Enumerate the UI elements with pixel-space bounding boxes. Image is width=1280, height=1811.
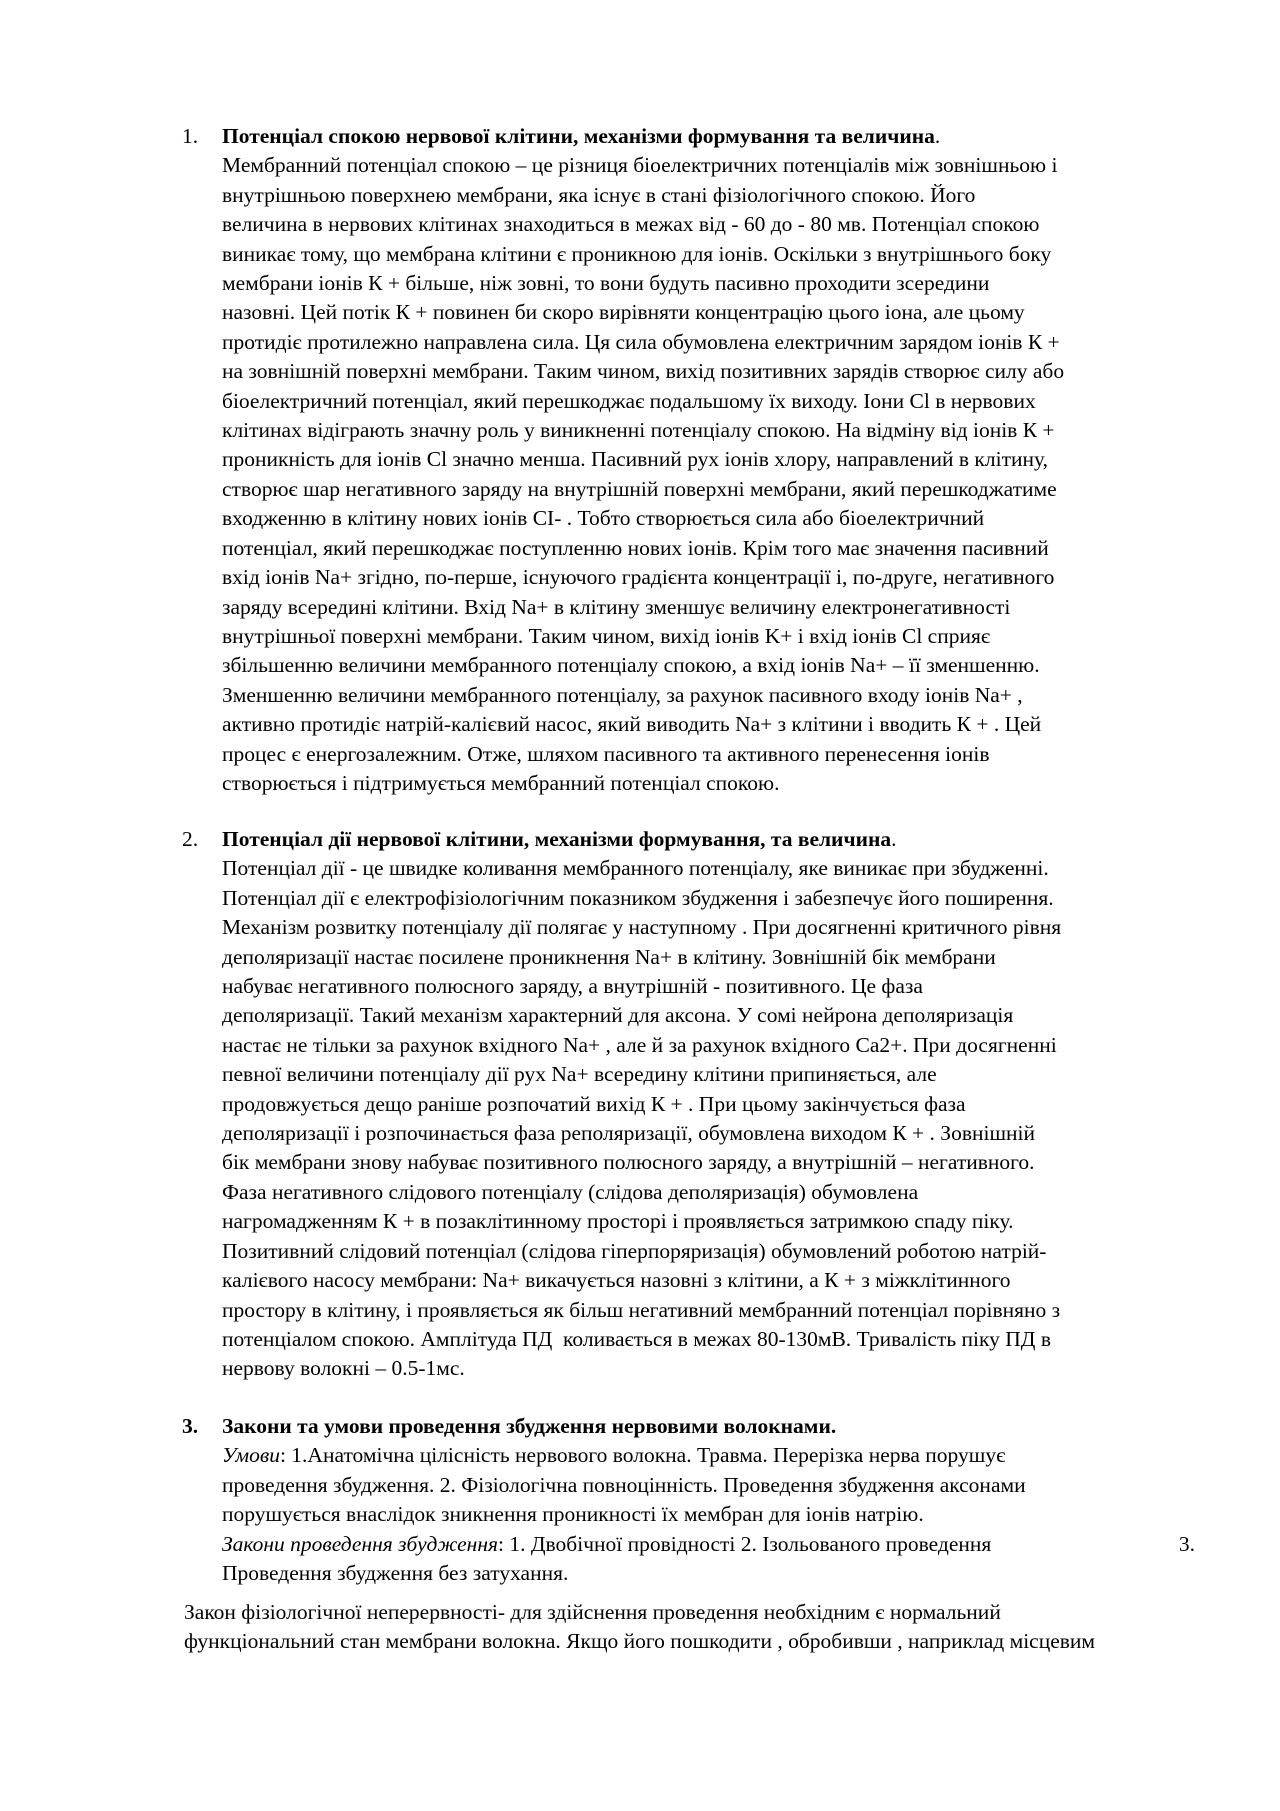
body-line: протидіє протилежно направлена сила. Ця сила обумовлена електричним зарядом іонів К + — [222, 329, 1060, 354]
body-line: деполяризації. Такий механізм характерний для аксона. У сомі нейрона деполяризація — [222, 1003, 1014, 1028]
laws-text: : 1. Двобічної провідності 2. Ізольованого проведення — [498, 1531, 992, 1556]
section-1-body — [222, 151, 1195, 798]
body-line: потенціал, який перешкоджає поступленню нових іонів. Крім того має значення пасивний — [222, 535, 1049, 560]
body-line: Зменшенню величини мембранного потенціалу, за рахунок пасивного входу іонів Na+ , — [222, 682, 1023, 707]
body-line: клітинах відіграють значну роль у виникненні потенціалу спокою. На відміну від іонів К + — [222, 418, 1055, 443]
body-line: бік мембрани знову набуває позитивного полюсного заряду, а внутрішній – негативного. — [222, 1150, 1035, 1175]
body-line: активно протидіє натрій-калієвий насос, який виводить Na+ з клітини і вводить К + . Цей — [222, 712, 1042, 737]
section-3 — [182, 1412, 1195, 1588]
body-line: біоелектричний потенціал, який перешкоджає подальшому їх виходу. Іони Cl в нервових — [222, 388, 1036, 413]
body-line: Потенціал дії - це швидке коливання мембранного потенціалу, яке виникає при збудженні. — [222, 856, 1049, 881]
body-line: створює шар негативного заряду на внутрішній поверхні мембрани, який перешкоджатиме — [222, 476, 1057, 501]
laws-number-3: 3. — [1178, 1531, 1195, 1556]
body-line: Механізм розвитку потенціалу дії полягає у наступному . При досягненні критичного рівня — [222, 915, 1062, 940]
body-line: деполяризації і розпочинається фаза реполяризації, обумовлена виходом К + . Зовнішній — [222, 1121, 1035, 1146]
body-line: Мембранний потенціал спокою – це різниця біоелектричних потенціалів між зовнішньою і — [222, 153, 1058, 178]
conditions-label: Умови — [222, 1443, 280, 1468]
section-3-title: Закони та умови проведення збудження нервовими волокнами. — [222, 1414, 837, 1438]
body-line: входженню в клітину нових іонів СІ- . Тобто створюється сила або біоелектричний — [222, 506, 985, 531]
body-line: Потенціал дії є електрофізіологічним показником збудження і забезпечує його поширення. — [222, 885, 1054, 910]
body-line: внутрішньої поверхні мембрани. Таким чином, вихід іонів K+ і вхід іонів Cl сприяє — [222, 623, 991, 648]
section-2-heading — [222, 825, 1195, 854]
body-line: вхід іонів Na+ згідно, по-перше, існуючого градієнта концентрації і, по-друге, негативного — [222, 565, 1055, 590]
tail-paragraph — [184, 1598, 1196, 1657]
tail-line-2: функціональний стан мембрани волокна. Якщо його пошкодити , обробивши , наприклад місцевим — [184, 1629, 1096, 1654]
body-line: продовжується дещо раніше розпочатий вихід К + . При цьому закінчується фаза — [222, 1091, 966, 1116]
tail-line-1: Закон фізіологічної неперервності- для здійснення проведення необхідним є нормальний — [184, 1600, 1001, 1624]
body-line: на зовнішній поверхні мембрани. Таким чином, вихід позитивних зарядів створює силу або — [222, 359, 1065, 384]
body-line: Фаза негативного слідового потенціалу (слідова деполяризація) обумовлена — [222, 1179, 919, 1204]
section-2-title: Потенціал дії нервової клітини, механізми формування, та величина — [222, 827, 892, 851]
section-3-number: 3. — [182, 1414, 199, 1438]
section-2-title-end: . — [891, 827, 897, 851]
body-line: величина в нервових клітинах знаходиться в межах від - 60 до - 80 мв. Потенціал спокою — [222, 212, 1040, 237]
body-line: нервову волокні – 0.5-1мс. — [222, 1356, 465, 1381]
body-line: набуває негативного полюсного заряду, а внутрішній - позитивного. Це фаза — [222, 974, 923, 999]
body-line: калієвого насосу мембрани: Na+ викачується назовні з клітини, а К + з міжклітинного — [222, 1268, 1011, 1293]
body-line: виникає тому, що мембрана клітини є проникною для іонів. Оскільки з внутрішнього боку — [222, 241, 1052, 266]
conditions-line-1: : 1.Анатомічна цілісність нервового волокна. Травма. Перерізка нерва порушує — [279, 1443, 1006, 1468]
body-line: Позитивний слідовий потенціал (слідова гіперпоряризація) обумовлений роботою натрій- — [222, 1238, 1047, 1263]
body-line: процес є енергозалежним. Отже, шляхом пасивного та активного перенесення іонів — [222, 741, 990, 766]
section-1-title: Потенціал спокою нервової клітини, механізми формування та величина — [222, 124, 935, 148]
body-line: збільшенню величини мембранного потенціалу спокою, а вхід іонів Na+ – її зменшенню. — [222, 653, 1040, 678]
section-1 — [182, 122, 1195, 798]
laws-line-2: Проведення збудження без затухання. — [222, 1561, 569, 1586]
body-line: створюється і підтримується мембранний потенціал спокою. — [222, 770, 780, 795]
section-1-title-end: . — [934, 124, 941, 148]
body-line: внутрішньою поверхнею мембрани, яка існує в стані фізіологічного спокою. Його — [222, 182, 976, 207]
section-2-number: 2. — [182, 827, 199, 851]
section-1-heading — [222, 122, 1195, 151]
body-line: мембрани іонів К + більше, ніж зовні, то вони будуть пасивно проходити зсередини — [222, 271, 990, 296]
conditions-line-3: порушується внаслідок зникнення проникності їх мембран для іонів натрію. — [222, 1502, 924, 1527]
body-line: проникність для іонів Cl значно менша. Пасивний рух іонів хлору, направлений в клітину, — [222, 447, 1048, 472]
section-2-body — [222, 854, 1195, 1383]
body-line: деполяризації настає посилене проникнення Na+ в клітину. Зовнішній бік мембрани — [222, 944, 996, 969]
body-line: заряду всередині клітини. Вхід Na+ в клітину зменшує величину електронегативності — [222, 594, 1011, 619]
body-line: нагромадженням К + в позаклітинному просторі і проявляється затримкою спаду піку. — [222, 1209, 1014, 1234]
conditions-line-2: проведення збудження. 2. Фізіологічна повноцінність. Проведення збудження аксонами — [222, 1472, 1026, 1497]
body-line: потенціалом спокою. Амплітуда ПД коливається в межах 80-130мВ. Тривалість піку ПД в — [222, 1326, 1051, 1351]
body-line: простору в клітину, і проявляється як більш негативний мембранний потенціал порівняно з — [222, 1297, 1061, 1322]
laws-label: Закони проведення збудження — [222, 1531, 499, 1556]
section-3-conditions — [222, 1441, 1195, 1470]
section-3-laws — [222, 1530, 1195, 1559]
section-1-number: 1. — [182, 124, 199, 148]
body-line: назовні. Цей потік К + повинен би скоро вирівняти концентрацію цього іона, але цьому — [222, 300, 1025, 325]
body-line: настає не тільки за рахунок вхідного Na+ , але й за рахунок вхідного Са2+. При досягненні — [222, 1032, 1057, 1057]
section-2 — [182, 825, 1195, 1384]
body-line: певної величини потенціалу дії рух Na+ всередину клітини припиняється, але — [222, 1062, 937, 1087]
